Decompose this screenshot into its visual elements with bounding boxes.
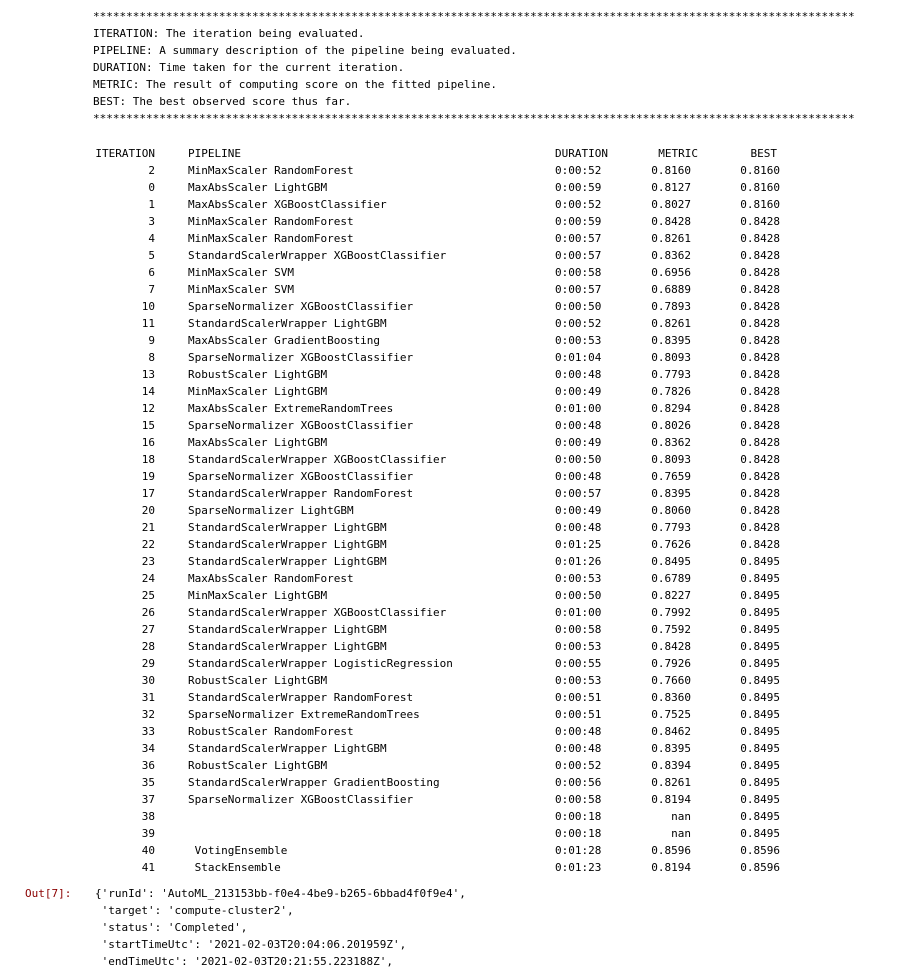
cell-pipeline: MaxAbsScaler LightGBM	[188, 436, 328, 449]
cell-duration: 0:00:59	[555, 181, 602, 194]
cell-metric: 0.8395	[651, 742, 691, 755]
cell-metric: 0.8160	[651, 164, 691, 177]
cell-iteration: 19	[141, 470, 155, 483]
cell-pipeline: StandardScalerWrapper LightGBM	[188, 555, 387, 568]
cell-best: 0.8428	[740, 487, 780, 500]
cell-metric: 0.7893	[651, 300, 691, 313]
cell-iteration: 30	[141, 674, 155, 687]
cell-pipeline: RobustScaler LightGBM	[188, 368, 328, 381]
automl-legend-block	[93, 8, 893, 127]
legend-line-metric: METRIC: The result of computing score on the fitted pipeline.	[93, 78, 497, 91]
table-row	[93, 723, 793, 740]
cell-iteration: 20	[141, 504, 155, 517]
cell-iteration: 15	[141, 419, 155, 432]
cell-metric: 0.8261	[651, 776, 691, 789]
cell-best: 0.8428	[740, 470, 780, 483]
cell-duration: 0:00:59	[555, 215, 602, 228]
cell-pipeline: MaxAbsScaler XGBoostClassifier	[188, 198, 387, 211]
table-row	[93, 383, 793, 400]
cell-best: 0.8160	[740, 198, 780, 211]
cell-best: 0.8495	[740, 572, 780, 585]
cell-pipeline: RobustScaler LightGBM	[188, 759, 328, 772]
cell-duration: 0:00:52	[555, 198, 602, 211]
cell-pipeline: StandardScalerWrapper RandomForest	[188, 691, 414, 704]
cell-iteration: 10	[141, 300, 155, 313]
cell-iteration: 8	[148, 351, 155, 364]
cell-iteration: 33	[141, 725, 155, 738]
table-row	[93, 332, 793, 349]
cell-pipeline: StandardScalerWrapper XGBoostClassifier	[188, 249, 447, 262]
cell-iteration: 27	[141, 623, 155, 636]
cell-pipeline: StandardScalerWrapper LightGBM	[188, 521, 387, 534]
cell-metric: 0.7660	[651, 674, 691, 687]
cell-iteration: 21	[141, 521, 155, 534]
cell-iteration: 17	[141, 487, 155, 500]
table-row	[93, 740, 793, 757]
cell-duration: 0:00:53	[555, 334, 602, 347]
table-row	[93, 757, 793, 774]
cell-metric: 0.8428	[651, 215, 691, 228]
cell-best: 0.8428	[740, 283, 780, 296]
cell-pipeline: StandardScalerWrapper LightGBM	[188, 317, 387, 330]
cell-best: 0.8428	[740, 334, 780, 347]
cell-duration: 0:01:04	[555, 351, 602, 364]
cell-metric: 0.8261	[651, 317, 691, 330]
cell-iteration: 29	[141, 657, 155, 670]
cell-metric: 0.8596	[651, 844, 691, 857]
table-row	[93, 672, 793, 689]
table-row	[93, 162, 793, 179]
cell-best: 0.8428	[740, 504, 780, 517]
table-row	[93, 400, 793, 417]
cell-pipeline	[155, 808, 555, 825]
table-row	[93, 281, 793, 298]
cell-pipeline: MinMaxScaler LightGBM	[188, 589, 328, 602]
out-line-endtimeutc: 'endTimeUtc': '2021-02-03T20:21:55.223188Z',	[95, 955, 394, 968]
cell-iteration: 16	[141, 436, 155, 449]
cell-iteration: 23	[141, 555, 155, 568]
cell-metric: 0.8495	[651, 555, 691, 568]
cell-duration: 0:00:18	[555, 810, 602, 823]
cell-pipeline: SparseNormalizer XGBoostClassifier	[188, 793, 414, 806]
cell-best: 0.8495	[740, 742, 780, 755]
cell-iteration: 1	[148, 198, 155, 211]
cell-duration: 0:00:49	[555, 504, 602, 517]
cell-best: 0.8428	[740, 402, 780, 415]
cell-duration: 0:00:52	[555, 759, 602, 772]
table-row	[93, 179, 793, 196]
cell-iteration: 6	[148, 266, 155, 279]
cell-best: 0.8160	[740, 164, 780, 177]
table-header-row	[93, 145, 793, 162]
legend-line-iteration: ITERATION: The iteration being evaluated.	[93, 27, 365, 40]
cell-metric: 0.8294	[651, 402, 691, 415]
cell-pipeline: SparseNormalizer XGBoostClassifier	[188, 351, 414, 364]
separator-line-bottom: *******************************************************************************************************************	[93, 112, 855, 125]
cell-duration: 0:00:53	[555, 674, 602, 687]
cell-metric: 0.6789	[651, 572, 691, 585]
cell-metric: nan	[671, 827, 691, 840]
cell-metric: 0.8027	[651, 198, 691, 211]
column-header-metric: METRIC	[658, 147, 698, 160]
cell-metric: 0.7525	[651, 708, 691, 721]
cell-metric: 0.7626	[651, 538, 691, 551]
cell-metric: 0.7926	[651, 657, 691, 670]
cell-iteration: 26	[141, 606, 155, 619]
cell-duration: 0:00:48	[555, 742, 602, 755]
column-header-iteration: ITERATION	[95, 147, 155, 160]
cell-metric: 0.7793	[651, 368, 691, 381]
cell-duration: 0:00:58	[555, 623, 602, 636]
cell-best: 0.8428	[740, 351, 780, 364]
cell-duration: 0:00:48	[555, 521, 602, 534]
cell-duration: 0:00:18	[555, 827, 602, 840]
cell-metric: 0.8462	[651, 725, 691, 738]
cell-best: 0.8495	[740, 640, 780, 653]
table-row	[93, 774, 793, 791]
cell-duration: 0:00:53	[555, 572, 602, 585]
cell-iteration: 13	[141, 368, 155, 381]
legend-line-pipeline: PIPELINE: A summary description of the pipeline being evaluated.	[93, 44, 517, 57]
cell-pipeline	[155, 825, 555, 842]
cell-duration: 0:00:48	[555, 368, 602, 381]
table-row	[93, 570, 793, 587]
table-row	[93, 825, 793, 842]
cell-best: 0.8160	[740, 181, 780, 194]
cell-iteration: 5	[148, 249, 155, 262]
cell-duration: 0:00:58	[555, 793, 602, 806]
cell-pipeline: SparseNormalizer XGBoostClassifier	[188, 470, 414, 483]
table-row	[93, 247, 793, 264]
table-row	[93, 842, 793, 859]
table-row	[93, 536, 793, 553]
cell-metric: 0.8362	[651, 249, 691, 262]
cell-pipeline: StandardScalerWrapper LightGBM	[188, 623, 387, 636]
out-line-status: 'status': 'Completed',	[95, 921, 248, 934]
cell-best: 0.8428	[740, 419, 780, 432]
cell-best: 0.8428	[740, 368, 780, 381]
cell-best: 0.8495	[740, 657, 780, 670]
cell-pipeline: MinMaxScaler LightGBM	[188, 385, 328, 398]
table-row	[93, 604, 793, 621]
table-row	[93, 434, 793, 451]
cell-iteration: 24	[141, 572, 155, 585]
cell-duration: 0:00:48	[555, 419, 602, 432]
cell-pipeline: SparseNormalizer LightGBM	[188, 504, 354, 517]
cell-duration: 0:00:57	[555, 283, 602, 296]
cell-duration: 0:01:28	[555, 844, 602, 857]
cell-pipeline: MinMaxScaler RandomForest	[188, 215, 354, 228]
cell-iteration: 14	[141, 385, 155, 398]
cell-metric: 0.8395	[651, 487, 691, 500]
table-row	[93, 587, 793, 604]
table-row	[93, 859, 793, 876]
cell-duration: 0:00:57	[555, 487, 602, 500]
cell-duration: 0:00:52	[555, 164, 602, 177]
cell-pipeline: StandardScalerWrapper XGBoostClassifier	[188, 606, 447, 619]
cell-pipeline: MinMaxScaler SVM	[188, 266, 294, 279]
cell-metric: 0.7793	[651, 521, 691, 534]
separator-line-top: *******************************************************************************************************************	[93, 10, 855, 23]
cell-pipeline: StandardScalerWrapper GradientBoosting	[188, 776, 440, 789]
legend-line-best: BEST: The best observed score thus far.	[93, 95, 352, 108]
cell-iteration: 11	[141, 317, 155, 330]
cell-pipeline: RobustScaler LightGBM	[188, 674, 328, 687]
cell-pipeline: StandardScalerWrapper LogisticRegression	[188, 657, 453, 670]
cell-duration: 0:00:51	[555, 708, 602, 721]
cell-iteration: 32	[141, 708, 155, 721]
cell-iteration: 2	[148, 164, 155, 177]
cell-duration: 0:00:58	[555, 266, 602, 279]
cell-metric: 0.7826	[651, 385, 691, 398]
table-row	[93, 689, 793, 706]
cell-duration: 0:00:50	[555, 300, 602, 313]
table-row	[93, 808, 793, 825]
cell-metric: 0.8362	[651, 436, 691, 449]
table-body	[93, 162, 793, 876]
table-row	[93, 315, 793, 332]
cell-metric: 0.8060	[651, 504, 691, 517]
cell-best: 0.8495	[740, 623, 780, 636]
cell-best: 0.8495	[740, 725, 780, 738]
cell-pipeline: SparseNormalizer ExtremeRandomTrees	[188, 708, 420, 721]
table-row	[93, 417, 793, 434]
cell-metric: 0.7659	[651, 470, 691, 483]
cell-best: 0.8428	[740, 385, 780, 398]
cell-metric: 0.6956	[651, 266, 691, 279]
table-row	[93, 213, 793, 230]
cell-best: 0.8428	[740, 521, 780, 534]
table-row	[93, 264, 793, 281]
cell-metric: 0.8261	[651, 232, 691, 245]
cell-pipeline: MinMaxScaler RandomForest	[188, 164, 354, 177]
column-header-duration: DURATION	[555, 147, 608, 160]
cell-iteration: 0	[148, 181, 155, 194]
cell-duration: 0:00:50	[555, 589, 602, 602]
cell-best: 0.8428	[740, 249, 780, 262]
cell-duration: 0:00:49	[555, 385, 602, 398]
cell-duration: 0:00:51	[555, 691, 602, 704]
cell-iteration: 37	[141, 793, 155, 806]
table-row	[93, 706, 793, 723]
cell-metric: 0.6889	[651, 283, 691, 296]
out-line-target: 'target': 'compute-cluster2',	[95, 904, 294, 917]
cell-best: 0.8495	[740, 776, 780, 789]
cell-duration: 0:00:50	[555, 453, 602, 466]
cell-duration: 0:00:49	[555, 436, 602, 449]
cell-best: 0.8428	[740, 436, 780, 449]
table-row	[93, 468, 793, 485]
table-row	[93, 366, 793, 383]
cell-pipeline: VotingEnsemble	[188, 844, 288, 857]
table-row	[93, 502, 793, 519]
cell-iteration: 31	[141, 691, 155, 704]
cell-iteration: 3	[148, 215, 155, 228]
cell-iteration: 22	[141, 538, 155, 551]
cell-pipeline: MinMaxScaler RandomForest	[188, 232, 354, 245]
cell-metric: 0.8395	[651, 334, 691, 347]
out-line-starttimeutc: 'startTimeUtc': '2021-02-03T20:04:06.201959Z',	[95, 938, 407, 951]
table-row	[93, 638, 793, 655]
cell-pipeline: StandardScalerWrapper LightGBM	[188, 742, 387, 755]
cell-pipeline: StackEnsemble	[188, 861, 281, 874]
column-header-best: BEST	[750, 147, 777, 160]
cell-pipeline: MaxAbsScaler ExtremeRandomTrees	[188, 402, 394, 415]
cell-best: 0.8428	[740, 215, 780, 228]
cell-best: 0.8495	[740, 674, 780, 687]
cell-duration: 0:01:00	[555, 606, 602, 619]
cell-best: 0.8495	[740, 793, 780, 806]
out-dict	[95, 885, 466, 970]
cell-iteration: 38	[141, 810, 155, 823]
cell-duration: 0:00:53	[555, 640, 602, 653]
cell-metric: 0.7592	[651, 623, 691, 636]
cell-best: 0.8596	[740, 844, 780, 857]
cell-iteration: 39	[141, 827, 155, 840]
cell-best: 0.8428	[740, 453, 780, 466]
cell-best: 0.8428	[740, 266, 780, 279]
cell-iteration: 34	[141, 742, 155, 755]
table-row	[93, 485, 793, 502]
cell-iteration: 12	[141, 402, 155, 415]
cell-duration: 0:00:48	[555, 470, 602, 483]
table-row	[93, 298, 793, 315]
legend-line-duration: DURATION: Time taken for the current iteration.	[93, 61, 405, 74]
cell-best: 0.8495	[740, 810, 780, 823]
cell-pipeline: MinMaxScaler SVM	[188, 283, 294, 296]
table-row	[93, 230, 793, 247]
cell-duration: 0:00:56	[555, 776, 602, 789]
table-row	[93, 655, 793, 672]
cell-best: 0.8495	[740, 759, 780, 772]
cell-pipeline: MaxAbsScaler RandomForest	[188, 572, 354, 585]
cell-metric: 0.8093	[651, 351, 691, 364]
cell-duration: 0:01:00	[555, 402, 602, 415]
cell-best: 0.8495	[740, 606, 780, 619]
cell-iteration: 25	[141, 589, 155, 602]
cell-metric: 0.8428	[651, 640, 691, 653]
cell-duration: 0:00:57	[555, 249, 602, 262]
cell-duration: 0:00:55	[555, 657, 602, 670]
cell-metric: 0.8394	[651, 759, 691, 772]
cell-best: 0.8495	[740, 555, 780, 568]
cell-iteration: 36	[141, 759, 155, 772]
cell-duration: 0:01:25	[555, 538, 602, 551]
cell-metric: 0.8360	[651, 691, 691, 704]
cell-pipeline: StandardScalerWrapper LightGBM	[188, 640, 387, 653]
cell-iteration: 18	[141, 453, 155, 466]
cell-best: 0.8428	[740, 317, 780, 330]
cell-metric: 0.8026	[651, 419, 691, 432]
cell-iteration: 35	[141, 776, 155, 789]
cell-iteration: 41	[141, 861, 155, 874]
cell-iteration: 9	[148, 334, 155, 347]
out-prompt: Out[7]:	[25, 887, 72, 900]
cell-best: 0.8428	[740, 300, 780, 313]
column-header-pipeline: PIPELINE	[188, 147, 241, 160]
cell-pipeline: RobustScaler RandomForest	[188, 725, 354, 738]
table-row	[93, 196, 793, 213]
cell-pipeline: MaxAbsScaler LightGBM	[188, 181, 328, 194]
cell-duration: 0:00:52	[555, 317, 602, 330]
cell-best: 0.8495	[740, 691, 780, 704]
cell-best: 0.8495	[740, 589, 780, 602]
cell-iteration: 4	[148, 232, 155, 245]
cell-pipeline: StandardScalerWrapper LightGBM	[188, 538, 387, 551]
cell-iteration: 28	[141, 640, 155, 653]
cell-metric: 0.8194	[651, 793, 691, 806]
cell-best: 0.8428	[740, 232, 780, 245]
iterations-table	[93, 145, 793, 876]
cell-duration: 0:00:48	[555, 725, 602, 738]
cell-pipeline: StandardScalerWrapper XGBoostClassifier	[188, 453, 447, 466]
cell-duration: 0:01:23	[555, 861, 602, 874]
cell-best: 0.8428	[740, 538, 780, 551]
cell-duration: 0:00:57	[555, 232, 602, 245]
cell-best: 0.8495	[740, 827, 780, 840]
cell-pipeline: MaxAbsScaler GradientBoosting	[188, 334, 381, 347]
table-row	[93, 519, 793, 536]
table-row	[93, 791, 793, 808]
cell-metric: 0.7992	[651, 606, 691, 619]
cell-iteration: 7	[148, 283, 155, 296]
cell-metric: nan	[671, 810, 691, 823]
cell-best: 0.8596	[740, 861, 780, 874]
table-row	[93, 451, 793, 468]
cell-iteration: 40	[141, 844, 155, 857]
cell-metric: 0.8194	[651, 861, 691, 874]
cell-pipeline: SparseNormalizer XGBoostClassifier	[188, 419, 414, 432]
cell-metric: 0.8127	[651, 181, 691, 194]
table-row	[93, 621, 793, 638]
cell-metric: 0.8227	[651, 589, 691, 602]
cell-duration: 0:01:26	[555, 555, 602, 568]
table-row	[93, 349, 793, 366]
table-row	[93, 553, 793, 570]
cell-best: 0.8495	[740, 708, 780, 721]
cell-pipeline: SparseNormalizer XGBoostClassifier	[188, 300, 414, 313]
cell-metric: 0.8093	[651, 453, 691, 466]
cell-pipeline: StandardScalerWrapper RandomForest	[188, 487, 414, 500]
out-line-runid: {'runId': 'AutoML_213153bb-f0e4-4be9-b265-6bbad4f0f9e4',	[95, 887, 466, 900]
